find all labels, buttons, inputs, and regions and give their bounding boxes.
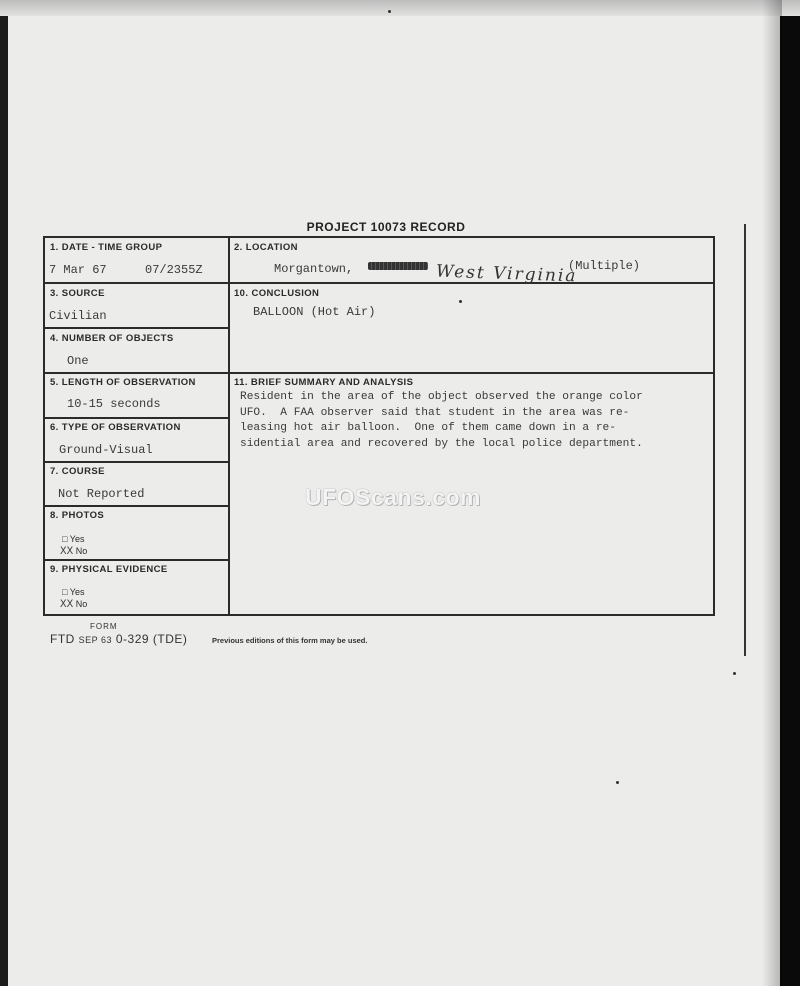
margin-line bbox=[744, 224, 746, 656]
footer-note: Previous editions of this form may be used. bbox=[212, 636, 368, 645]
footer-code-date: SEP 63 bbox=[78, 635, 113, 645]
physical-yes-label: Yes bbox=[69, 587, 85, 597]
speck bbox=[459, 300, 462, 303]
photos-label: 8. PHOTOS bbox=[50, 510, 105, 521]
footer-form-word: FORM bbox=[90, 622, 118, 631]
speck bbox=[733, 672, 736, 675]
photos-no-label: No bbox=[75, 546, 88, 556]
row-divider-7 bbox=[43, 559, 229, 561]
source-label: 3. SOURCE bbox=[50, 288, 105, 299]
watermark: UFOScans.com bbox=[305, 484, 481, 510]
photos-yes-label: Yes bbox=[69, 534, 85, 544]
row-divider-6 bbox=[43, 505, 229, 507]
location-label: 2. LOCATION bbox=[234, 242, 298, 253]
time-value: 07/2355Z bbox=[145, 263, 203, 277]
checkbox-icon: □ bbox=[62, 534, 68, 544]
photos-yes-option bbox=[62, 534, 84, 544]
physical-no-label: No bbox=[75, 599, 88, 609]
course-value: Not Reported bbox=[58, 487, 145, 501]
type-observation-value: Ground-Visual bbox=[59, 443, 153, 457]
footer-code-prefix: FTD bbox=[50, 632, 75, 646]
summary-label: 11. BRIEF SUMMARY AND ANALYSIS bbox=[234, 377, 414, 388]
conclusion-label: 10. CONCLUSION bbox=[234, 288, 320, 299]
date-value: 7 Mar 67 bbox=[49, 263, 107, 277]
speck bbox=[388, 10, 391, 13]
location-state-handwritten: West Virginia bbox=[435, 261, 578, 287]
photos-no-mark: XX bbox=[60, 546, 74, 558]
date-time-label: 1. DATE - TIME GROUP bbox=[50, 242, 163, 253]
row-divider-1 bbox=[43, 282, 715, 284]
scan-edge-top bbox=[0, 0, 800, 16]
photos-no-option bbox=[60, 546, 87, 558]
conclusion-value: BALLOON (Hot Air) bbox=[253, 305, 376, 319]
location-city: Morgantown, bbox=[274, 262, 354, 276]
row-divider-2 bbox=[43, 327, 229, 329]
row-divider-3 bbox=[43, 372, 715, 374]
source-value: Civilian bbox=[49, 309, 107, 323]
form-title: PROJECT 10073 RECORD bbox=[306, 220, 466, 234]
speck bbox=[616, 781, 619, 784]
footer-form-code bbox=[50, 632, 187, 646]
type-observation-label: 6. TYPE OF OBSERVATION bbox=[50, 422, 181, 433]
physical-evidence-label: 9. PHYSICAL EVIDENCE bbox=[50, 564, 168, 575]
course-label: 7. COURSE bbox=[50, 466, 105, 477]
summary-text: Resident in the area of the object observed the orange color UFO. A FAA observer said that student in the area was re- leasing hot air balloon. One of them came down in a re- sidential area and recovered by the local police department. bbox=[240, 391, 643, 450]
checkbox-icon: □ bbox=[62, 587, 68, 597]
physical-no-mark: XX bbox=[60, 599, 74, 611]
location-note: (Multiple) bbox=[568, 259, 641, 273]
page-shadow bbox=[762, 0, 782, 986]
scan-edge-right bbox=[780, 0, 800, 986]
row-divider-5 bbox=[43, 461, 229, 463]
num-objects-label: 4. NUMBER OF OBJECTS bbox=[50, 333, 174, 344]
physical-no-option bbox=[60, 599, 87, 611]
length-label: 5. LENGTH OF OBSERVATION bbox=[50, 377, 196, 388]
footer-code-number: 0-329 (TDE) bbox=[115, 632, 188, 646]
length-value: 10-15 seconds bbox=[67, 397, 161, 411]
num-objects-value: One bbox=[67, 354, 89, 368]
physical-yes-option bbox=[62, 587, 84, 597]
row-divider-4 bbox=[43, 417, 229, 419]
struck-out-text bbox=[368, 262, 428, 270]
